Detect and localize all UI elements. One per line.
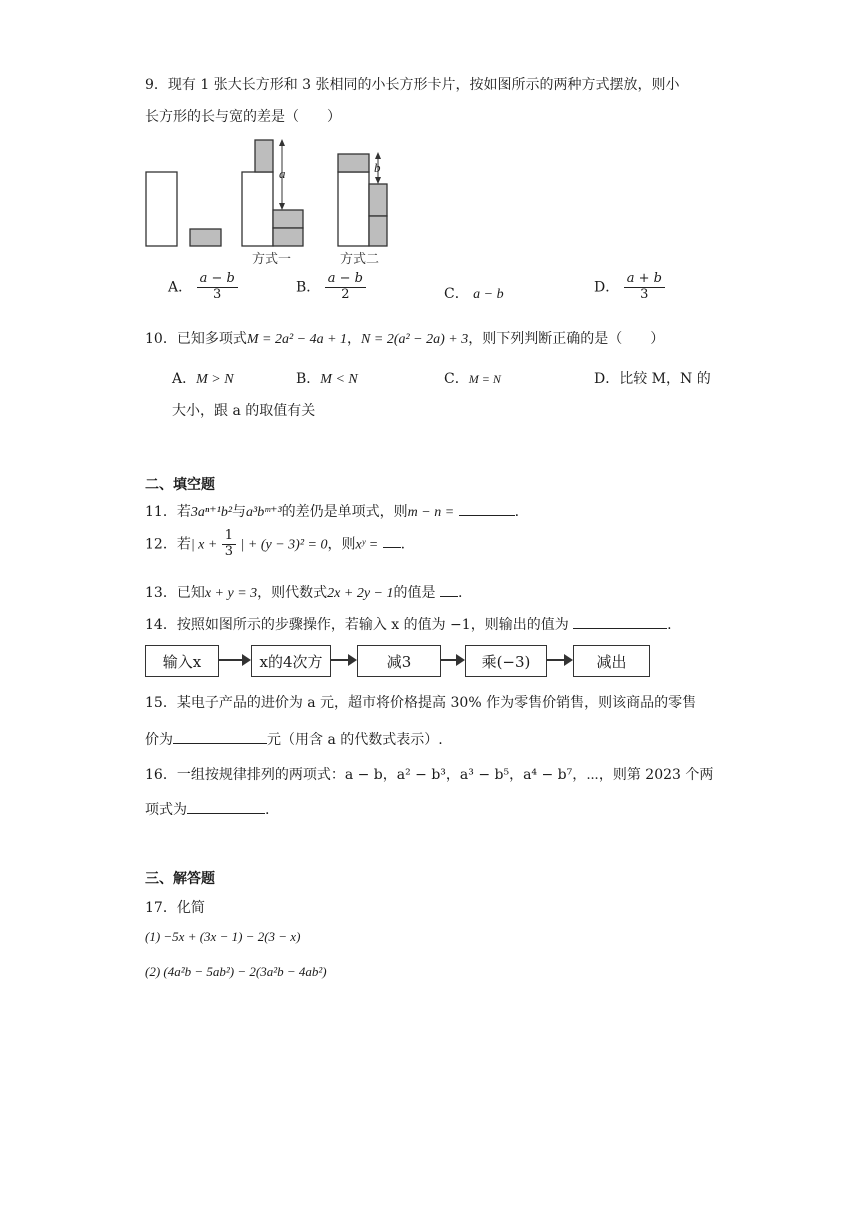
q10-option-b[interactable]: B．M < N	[296, 371, 358, 387]
q9-line1: 9．现有 1 张大长方形和 3 张相同的小长方形卡片，按如图所示的两种方式摆放，则小	[145, 77, 680, 93]
q10-option-c[interactable]: C．M = N	[444, 371, 501, 387]
caption-method-1: 方式一	[252, 252, 292, 267]
q13: 13．已知x + y = 3，则代数式2x + 2y − 1的值是 .	[145, 582, 462, 602]
q9-option-a[interactable]: A． $\frac{a - b}{3}$	[168, 272, 238, 303]
flow-arrow-1	[219, 659, 249, 661]
small-rectangle	[190, 229, 221, 246]
label-a: a	[279, 166, 286, 181]
q13-answer-blank[interactable]	[440, 582, 458, 597]
q9-line2: 长方形的长与宽的差是（ ）	[145, 109, 341, 125]
q15-line1: 15．某电子产品的进价为 a 元，超市将价格提高 30% 作为零售价销售，则该商品的零售	[145, 695, 697, 711]
q9-option-d[interactable]: D． $\frac{a + b}{3}$	[594, 272, 665, 303]
q17-part-2: (2) (4a²b − 5ab²) − 2(3a²b − 4ab²)	[145, 964, 327, 979]
flow-step-minus3: 减3	[357, 645, 441, 677]
section-answer-title: 三、解答题	[145, 871, 215, 887]
q11-answer-blank[interactable]	[459, 501, 515, 516]
label-b: b	[374, 160, 381, 175]
q17-part-1: (1) −5x + (3x − 1) − 2(3 − x)	[145, 929, 301, 944]
flow-arrow-4	[547, 659, 571, 661]
q16-answer-blank[interactable]	[187, 799, 265, 814]
q10-option-a[interactable]: A．M > N	[172, 371, 234, 387]
q10-option-d-continued: 大小，跟 a 的取值有关	[172, 403, 316, 419]
q15-answer-blank[interactable]	[173, 729, 267, 744]
caption-method-2: 方式二	[340, 252, 380, 267]
flow-arrow-3	[441, 659, 463, 661]
q9-option-c[interactable]: C． a − b	[444, 286, 504, 302]
big-rectangle	[146, 172, 177, 246]
section-fill-in-title: 二、填空题	[145, 477, 215, 493]
flow-arrow-2	[331, 659, 355, 661]
q10-option-d[interactable]: D．比较 M，N 的	[594, 371, 711, 387]
q11: 11．若3aⁿ⁺¹b²与a³bᵐ⁺³的差仍是单项式，则m − n = .	[145, 501, 519, 521]
q14-answer-blank[interactable]	[573, 614, 667, 629]
q17-title: 17．化简	[145, 900, 205, 916]
flow-step-times-neg3: 乘(−3)	[465, 645, 547, 677]
q12-answer-blank[interactable]	[383, 533, 401, 548]
flow-step-power4: x的4次方	[251, 645, 331, 677]
q14: 14．按照如图所示的步骤操作，若输入 x 的值为 −1，则输出的值为 .	[145, 614, 672, 634]
q16-line2: 项式为 .	[145, 799, 269, 819]
q10-stem: 10．已知多项式M = 2a² − 4a + 1，N = 2(a² − 2a) + 3，则下列判断正确的是（ ）	[145, 331, 665, 347]
q16-line1: 16．一组按规律排列的两项式：a − b，a² − b³，a³ − b⁵，a⁴ − b⁷，⋯，则第 2023 个两	[145, 767, 714, 783]
q12: 12．若| x + $\frac{1}{3}$ | + (y − 3)² = 0，则xʸ = .	[145, 528, 406, 559]
q15-line2: 价为 元（用含 a 的代数式表示）.	[145, 729, 443, 749]
flow-step-input: 输入x	[145, 645, 219, 677]
q9-option-b[interactable]: B． $\frac{a - b}{2}$	[296, 272, 366, 303]
q9-figure	[140, 136, 400, 270]
flow-step-output: 减出	[573, 645, 650, 677]
